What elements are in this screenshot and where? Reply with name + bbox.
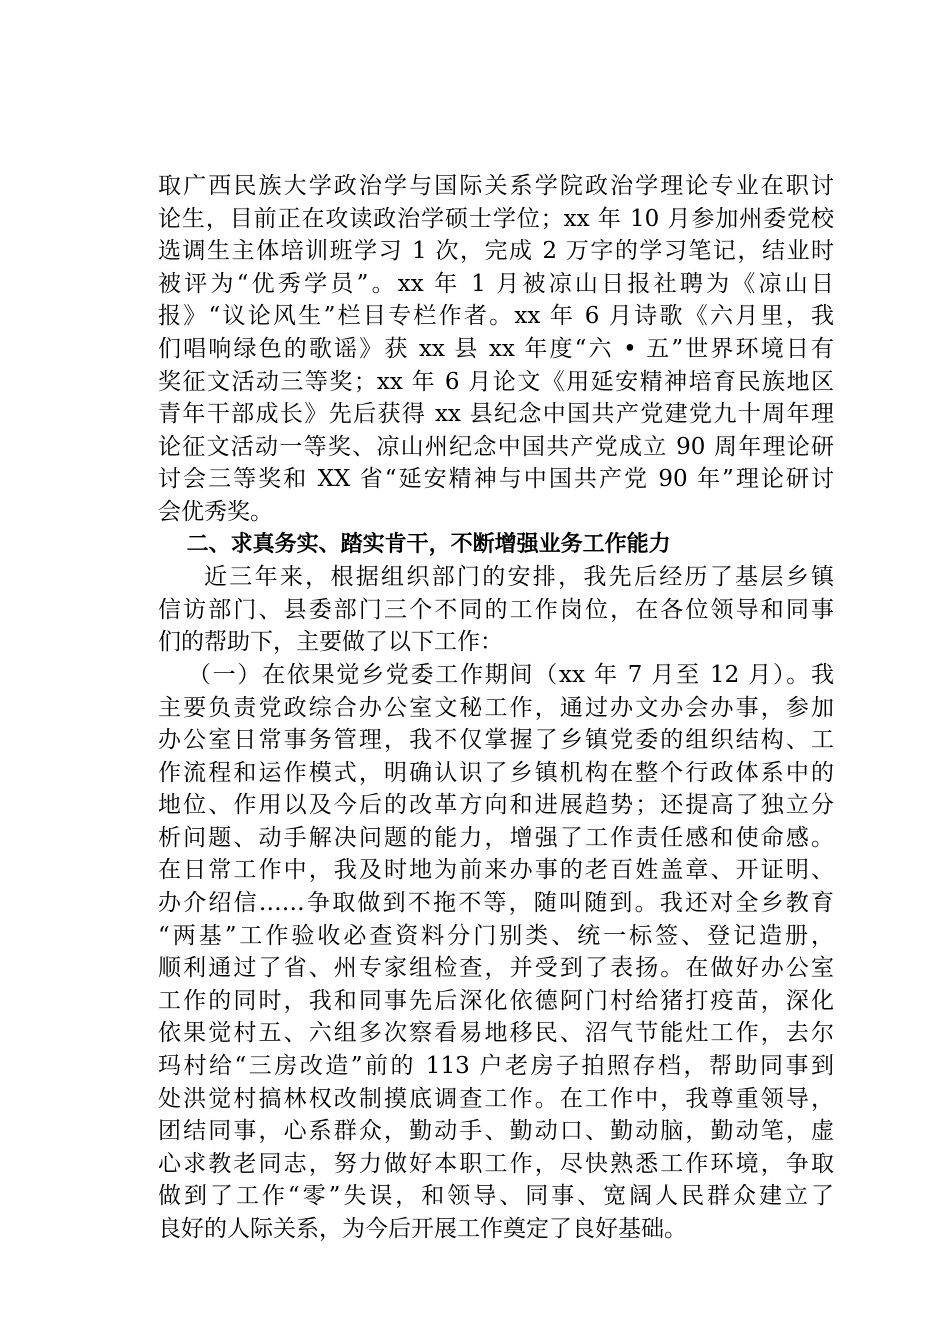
text-line: 心求教老同志，努力做好本职工作，尽快熟悉工作环境，争取 bbox=[158, 1150, 834, 1177]
text-line: 讨会三等奖和 XX 省“延安精神与中国共产党 90 年”理论研讨 bbox=[158, 466, 834, 493]
text-line: 团结同事，心系群众，勤动手、勤动口、勤动脑，勤动笔，虚 bbox=[158, 1118, 834, 1145]
text-line: 奖征文活动三等奖；xx 年 6 月论文《用延安精神培育民族地区 bbox=[158, 368, 834, 395]
text-line: 在日常工作中，我及时地为前来办事的老百姓盖章、开证明、 bbox=[158, 857, 834, 884]
text-line: 析问题、动手解决问题的能力，增强了工作责任感和使命感。 bbox=[158, 824, 834, 851]
text-line: 们的帮助下，主要做了以下工作： bbox=[158, 629, 503, 656]
text-line: 良好的人际关系，为今后开展工作奠定了良好基础。 bbox=[158, 1216, 687, 1242]
paragraph-awards bbox=[158, 170, 834, 529]
text-line: 依果觉村五、六组多次察看易地移民、沼气节能灶工作，去尔 bbox=[158, 1020, 834, 1047]
text-line: 作流程和运作模式，明确认识了乡镇机构在整个行政体系中的 bbox=[158, 759, 834, 786]
text-line: 处洪觉村搞林权改制摸底调查工作。在工作中，我尊重领导， bbox=[158, 1085, 834, 1112]
text-line: （一）在依果觉乡党委工作期间（xx 年 7 月至 12 月）。我 bbox=[187, 661, 834, 688]
text-line: 被评为“优秀学员”。xx 年 1 月被凉山日报社聘为《凉山日 bbox=[158, 270, 834, 297]
paragraph-overview bbox=[158, 561, 834, 659]
text-line: 地位、作用以及今后的改革方向和进展趋势；还提高了独立分 bbox=[158, 792, 834, 819]
paragraph-work-period-1 bbox=[158, 659, 834, 1246]
text-line: 主要负责党政综合办公室文秘工作，通过办文办会办事，参加 bbox=[158, 694, 834, 721]
text-line: 玛村给“三房改造”前的 113 户老房子拍照存档，帮助同事到 bbox=[158, 1053, 834, 1080]
text-line: 顺利通过了省、州专家组检查，并受到了表扬。在做好办公室 bbox=[158, 955, 834, 982]
text-line: 信访部门、县委部门三个不同的工作岗位，在各位领导和同事 bbox=[158, 596, 834, 623]
text-line: 办介绍信……争取做到不拖不等，随叫随到。我还对全乡教育 bbox=[158, 890, 834, 917]
text-line: “两基”工作验收必查资料分门别类、统一标签、登记造册， bbox=[158, 922, 834, 949]
text-line: 会优秀奖。 bbox=[158, 498, 273, 525]
text-line: 青年干部成长》先后获得 xx 县纪念中国共产党建党九十周年理 bbox=[158, 401, 834, 428]
text-line: 报》“议论风生”栏目专栏作者。xx 年 6 月诗歌《六月里，我 bbox=[158, 303, 834, 330]
text-line: 办公室日常事务管理，我不仅掌握了乡镇党委的组织结构、工 bbox=[158, 727, 834, 754]
text-line: 近三年来，根据组织部门的安排，我先后经历了基层乡镇 bbox=[204, 564, 834, 591]
text-line: 论生，目前正在攻读政治学硕士学位；xx 年 10 月参加州委党校 bbox=[158, 205, 834, 232]
text-line: 取广西民族大学政治学与国际关系学院政治学理论专业在职讨 bbox=[158, 173, 834, 199]
text-line: 选调生主体培训班学习 1 次，完成 2 万字的学习笔记，结业时 bbox=[158, 238, 834, 265]
document-body bbox=[158, 170, 834, 1246]
text-line: 做到了工作“零”失误，和领导、同事、宽阔人民群众建立了 bbox=[158, 1183, 834, 1210]
section-heading: 二、求真务实、踏实肯干，不断增强业务工作能力 bbox=[186, 531, 671, 557]
text-line: 工作的同时，我和同事先后深化依德阿门村给猪打疫苗，深化 bbox=[158, 987, 834, 1014]
text-line: 们唱响绿色的歌谣》获 xx 县 xx 年度“六 • 五”世界环境日有 bbox=[158, 335, 834, 362]
text-line: 论征文活动一等奖、凉山州纪念中国共产党成立 90 周年理论研 bbox=[158, 433, 834, 460]
